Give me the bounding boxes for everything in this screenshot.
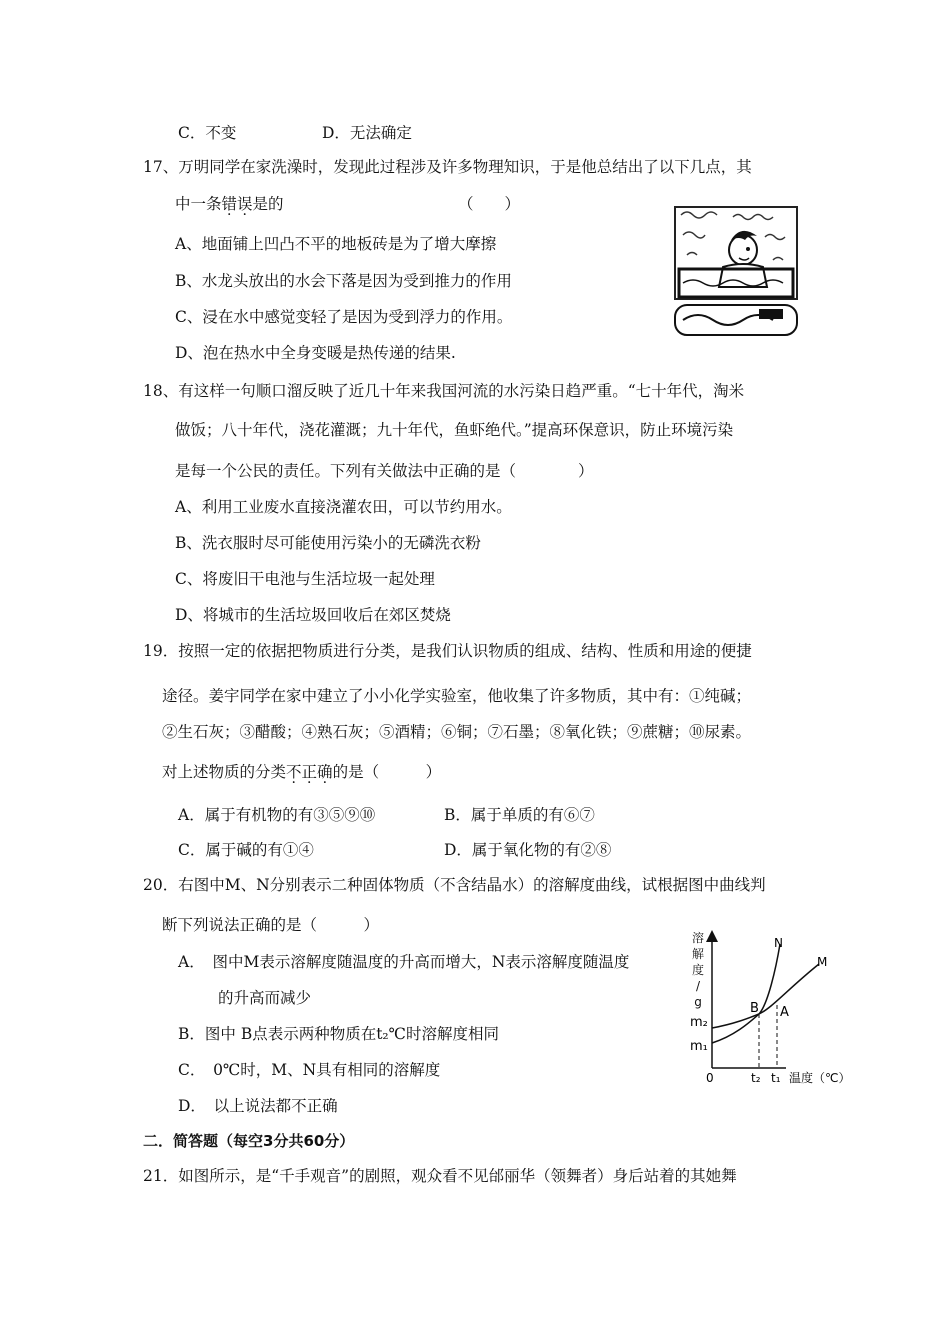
y-axis-label: [692, 930, 704, 1009]
section-2-title: 二．简答题（每空3分共60分）: [143, 1132, 355, 1150]
q17-option-b: B、水龙头放出的水会下落是因为受到推力的作用: [175, 272, 512, 290]
bathing-illustration: [673, 205, 799, 339]
q17-emphasis-char: 误: [237, 195, 253, 213]
q17-answer-paren: （ ）: [458, 195, 521, 213]
origin-label: 0: [706, 1071, 714, 1085]
ylabel-char: g: [694, 995, 702, 1009]
y-tick-m1: m₁: [690, 1039, 708, 1054]
q16-option-d: D．无法确定: [322, 124, 412, 142]
q18-stem-line3: 是每一个公民的责任。下列有关做法中正确的是（ ）: [175, 462, 594, 480]
q19-emphasis-char: 不: [286, 763, 302, 781]
q16-option-c: C．不变: [178, 124, 237, 142]
x-tick-t2: t₂: [751, 1071, 761, 1085]
q17-option-c: C、浸在水中感觉变轻了是因为受到浮力的作用。: [175, 308, 513, 326]
q18-option-c: C、将废旧干电池与生活垃圾一起处理: [175, 570, 435, 588]
q19-stem-line1: 19．按照一定的依据把物质进行分类，是我们认识物质的组成、结构、性质和用途的便捷: [143, 642, 752, 660]
q20-option-c: C． 0℃时，M、N具有相同的溶解度: [178, 1061, 441, 1079]
ylabel-char: 解: [691, 947, 705, 961]
q17-stem-text: 中一条: [175, 195, 222, 213]
series-M-label: M: [817, 955, 828, 969]
q20-option-b: B．图中 B点表示两种物质在t₂℃时溶解度相同: [178, 1025, 499, 1043]
q20-stem-line2: 断下列说法正确的是（ ）: [162, 916, 380, 934]
q19-option-c: C．属于碱的有①④: [178, 841, 314, 859]
q20-option-a-line2: 的升高而减少: [218, 989, 312, 1007]
series-N-label: N: [774, 936, 783, 950]
q19-option-d: D．属于氧化物的有②⑧: [444, 841, 612, 859]
y-tick-m2: m₂: [690, 1015, 708, 1030]
q18-stem-line1: 18、有这样一句顺口溜反映了近几十年来我国河流的水污染日趋严重。“七十年代，淘米: [143, 382, 745, 400]
q17-stem-line1: 17、万明同学在家洗澡时，发现此过程涉及许多物理知识，于是他总结出了以下几点，其: [143, 158, 752, 176]
q19-stem-text: 对上述物质的分类: [162, 763, 287, 781]
x-tick-t1: t₁: [771, 1071, 781, 1085]
series-M-curve: [712, 964, 819, 1028]
q19-option-b: B．属于单质的有⑥⑦: [444, 806, 595, 824]
q20-stem-line1: 20．右图中M、N分别表示二种固体物质（不含结晶水）的溶解度曲线，试根据图中曲线判: [143, 876, 766, 894]
point-A-label: A: [780, 1005, 789, 1020]
ylabel-char: 溶: [691, 931, 705, 945]
q18-stem-line2: 做饭；八十年代，浇花灌溉；九十年代，鱼虾绝代。”提高环保意识，防止环境污染: [175, 421, 734, 439]
q19-stem-text: 的是（ ）: [332, 763, 442, 781]
q20-option-d: D． 以上说法都不正确: [178, 1097, 338, 1115]
x-axis-label: 温度（℃）: [789, 1071, 851, 1085]
q19-stem-line4: [162, 762, 441, 782]
q18-option-a: A、利用工业废水直接浇灌农田，可以节约用水。: [175, 498, 512, 516]
q19-emphasis-char: 正: [301, 763, 318, 781]
q19-stem-line3: ②生石灰；③醋酸；④熟石灰；⑤酒精；⑥铜；⑦石墨；⑧氧化铁；⑨蔗糖；⑩尿素。: [162, 723, 752, 741]
q17-stem-text: 是的: [252, 195, 284, 213]
q19-option-a: A．属于有机物的有③⑤⑨⑩: [178, 806, 376, 824]
q18-option-b: B、洗衣服时尽可能使用污染小的无磷洗衣粉: [175, 534, 481, 552]
q18-option-d: D、将城市的生活垃圾回收后在郊区焚烧: [175, 606, 451, 624]
q17-emphasis-char: 错: [221, 195, 238, 213]
q17-stem-line2: [175, 194, 284, 214]
q19-emphasis-char: 确: [317, 763, 333, 781]
ylabel-char: 度: [691, 963, 705, 977]
point-B-label: B: [750, 1001, 759, 1016]
q19-stem-line2: 途径。姜宇同学在家中建立了小小化学实验室，他收集了许多物质，其中有：①纯碱；: [162, 687, 752, 705]
ylabel-char: /: [695, 979, 701, 993]
q21-stem-line1: 21．如图所示，是“千手观音”的剧照，观众看不见邰丽华（领舞者）身后站着的其她舞: [143, 1167, 737, 1185]
series-N-curve: [712, 944, 780, 1043]
q20-option-a-line1: A． 图中M表示溶解度随温度的升高而增大，N表示溶解度随温度: [178, 953, 630, 971]
q17-option-d: D、泡在热水中全身变暖是热传递的结果.: [175, 344, 456, 362]
q17-option-a: A、地面铺上凹凸不平的地板砖是为了增大摩擦: [175, 235, 497, 253]
solubility-chart: [684, 928, 864, 1088]
